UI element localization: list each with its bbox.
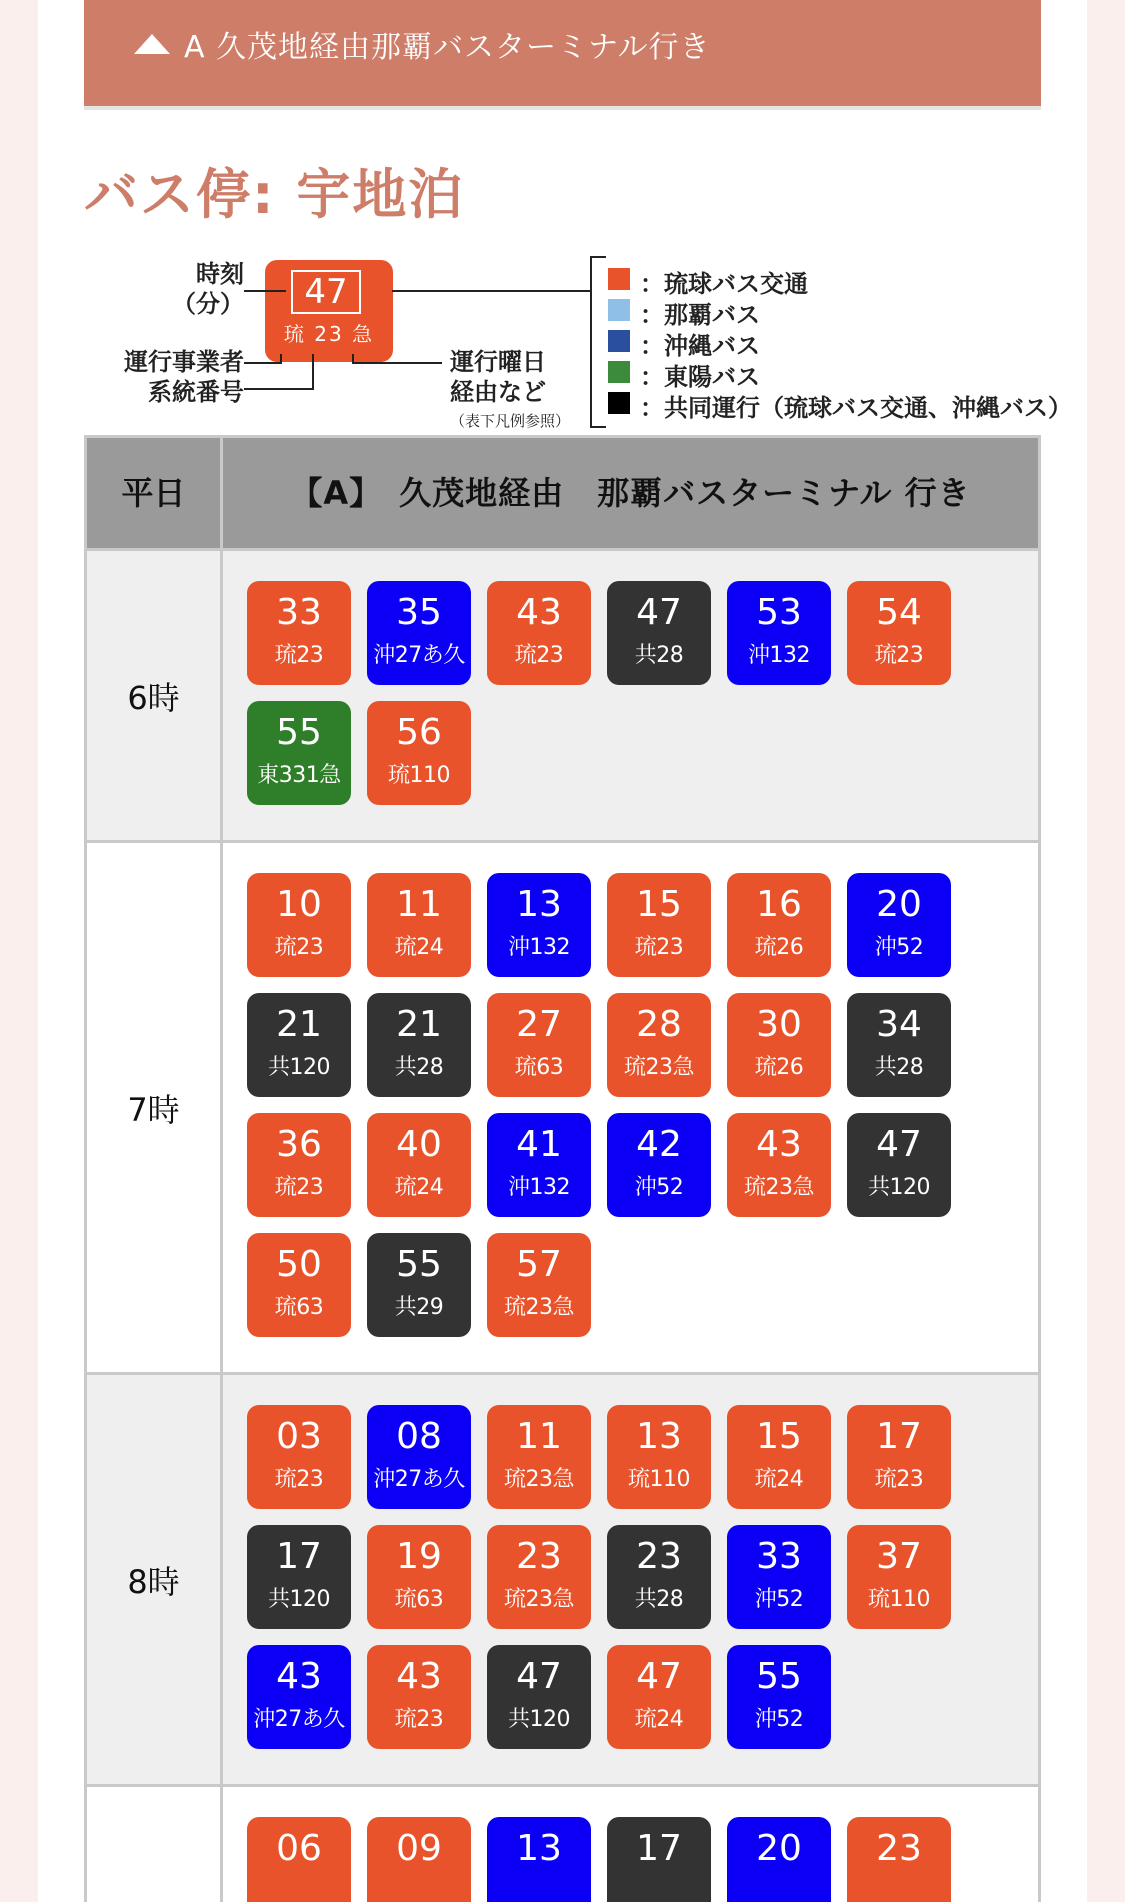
departure-time-cell[interactable] [487,1525,591,1629]
departure-minute: 21 [396,1004,442,1045]
departure-time-cell[interactable] [607,873,711,977]
departure-route: 沖132 [508,935,570,960]
departure-minute: 56 [396,712,442,753]
departure-time-cell[interactable] [367,1525,471,1629]
legend-connector [312,354,314,390]
departure-minute: 10 [276,884,322,925]
departure-minute: 43 [276,1656,322,1697]
departure-minute: 17 [636,1828,682,1869]
departure-minute: 55 [276,712,322,753]
departure-minute: 17 [876,1416,922,1457]
legend-connector [244,388,312,390]
departure-minute: 36 [276,1124,322,1165]
legend-connector [244,362,280,364]
departure-minute: 21 [276,1004,322,1045]
legend-operator-label: 運行事業者 [124,348,244,376]
departure-time-cell[interactable] [847,873,951,977]
departure-time-cell[interactable] [367,1645,471,1749]
departure-minute: 50 [276,1244,322,1285]
day-type-header: 平日 [87,438,223,548]
departure-route: 共120 [868,1175,930,1200]
departure-time-cell[interactable] [727,1525,831,1629]
departure-route: 琉23 [394,1707,444,1732]
departure-time-cell[interactable] [247,1113,351,1217]
departure-time-cell[interactable] [247,993,351,1097]
departure-minute: 08 [396,1416,442,1457]
departure-minute: 33 [756,1536,802,1577]
legend-connector [352,362,442,364]
departure-route: 沖27あ久 [253,1707,345,1732]
legend-day-label: 運行曜日 [450,348,546,376]
departure-route: 共120 [268,1055,330,1080]
legend-connector [280,354,282,364]
departure-minute: 47 [876,1124,922,1165]
legend-item-label: ：沖縄バス [640,332,760,360]
departure-route: 共120 [508,1707,570,1732]
departure-time-cell[interactable] [247,1405,351,1509]
departure-minute: 11 [516,1416,562,1457]
departure-minute: 13 [516,884,562,925]
hour-label [87,1787,223,1902]
departure-time-cell[interactable] [727,1405,831,1509]
departure-route: 沖132 [508,1175,570,1200]
departure-minute: 53 [756,592,802,633]
departure-list [223,1787,1038,1902]
legend-item-label: ：共同運行（琉球バス交通、沖縄バス） [640,394,1072,422]
departure-time-cell[interactable] [487,581,591,685]
departure-route: 沖52 [754,1707,804,1732]
departure-time-cell[interactable] [847,1525,951,1629]
departure-minute: 42 [636,1124,682,1165]
departure-minute: 47 [516,1656,562,1697]
departure-minute: 16 [756,884,802,925]
destination-header: 【A】 久茂地経由 那覇バスターミナル 行き [290,474,971,512]
departure-time-cell[interactable] [607,1645,711,1749]
departure-time-cell[interactable] [847,1113,951,1217]
legend-item-label: ：東陽バス [640,363,760,391]
departure-minute: 40 [396,1124,442,1165]
departure-minute: 37 [876,1536,922,1577]
legend-minute-label: （分） [172,290,244,318]
departure-route: 琉63 [514,1055,564,1080]
departure-list [223,843,1038,1372]
departure-route: 琉23 [634,935,684,960]
legend-time-label: 時刻 [196,260,244,288]
departure-minute: 28 [636,1004,682,1045]
departure-route: 共29 [394,1295,444,1320]
hour-label: 6時 [87,551,223,840]
departure-time-cell[interactable] [847,1817,951,1902]
departure-minute: 55 [756,1656,802,1697]
departure-route: 沖27あ久 [373,643,465,668]
legend-item-label: ：琉球バス交通 [640,270,808,298]
departure-minute: 03 [276,1416,322,1457]
departure-route: 琉63 [394,1587,444,1612]
departure-minute: 34 [876,1004,922,1045]
departure-route: 琉63 [274,1295,324,1320]
departure-route: 琉23 [274,1175,324,1200]
departure-minute: 20 [876,884,922,925]
departure-minute: 15 [636,884,682,925]
departure-minute: 11 [396,884,442,925]
departure-route: 東331急 [257,763,341,788]
departure-time-cell[interactable] [727,1113,831,1217]
legend-swatch [608,268,630,290]
hour-label: 7時 [87,843,223,1372]
legend-connector [392,290,592,292]
departure-time-cell[interactable] [367,1233,471,1337]
hour-row [84,843,1041,1375]
departure-time-cell[interactable] [487,1405,591,1509]
departure-route: 共120 [268,1587,330,1612]
departure-route: 沖27あ久 [373,1467,465,1492]
legend-item-label: ：那覇バス [640,301,760,329]
departure-minute: 06 [276,1828,322,1869]
timetable-header [84,435,1041,551]
departure-time-cell[interactable] [247,873,351,977]
hour-row [84,1375,1041,1787]
departure-route: 琉110 [628,1467,690,1492]
route-header-label: A 久茂地経由那覇バスターミナル行き [184,30,711,65]
departure-minute: 43 [516,592,562,633]
departure-minute: 23 [636,1536,682,1577]
legend-swatch [608,299,630,321]
departure-time-cell[interactable] [367,1817,471,1902]
legend-bracket [590,256,592,428]
departure-minute: 43 [396,1656,442,1697]
legend-sample-departure [265,260,393,362]
departure-route: 琉23急 [744,1175,814,1200]
departure-time-cell[interactable] [607,1525,711,1629]
departure-minute: 17 [276,1536,322,1577]
departure-time-cell[interactable] [607,581,711,685]
departure-time-cell[interactable] [367,1405,471,1509]
departure-route: 共28 [634,1587,684,1612]
departure-time-cell[interactable] [487,993,591,1097]
departure-minute: 57 [516,1244,562,1285]
departure-time-cell[interactable] [607,1817,711,1902]
departure-route: 琉24 [634,1707,684,1732]
departure-time-cell[interactable] [847,581,951,685]
departure-route: 琉24 [394,935,444,960]
departure-minute: 20 [756,1828,802,1869]
departure-minute: 55 [396,1244,442,1285]
legend-swatch [608,392,630,414]
hour-label: 8時 [87,1375,223,1784]
route-header-toggle[interactable] [84,0,1041,110]
departure-time-cell[interactable] [727,1645,831,1749]
departure-route: 琉23 [274,935,324,960]
departure-time-cell[interactable] [607,1113,711,1217]
timetable [84,435,1041,1902]
departure-time-cell[interactable] [487,1817,591,1902]
hour-row [84,1787,1041,1902]
departure-route: 琉110 [868,1587,930,1612]
legend-note-label: （表下凡例参照） [450,412,571,430]
departure-route: 琉23急 [504,1587,574,1612]
departure-route: 琉110 [388,763,450,788]
departure-time-cell[interactable] [607,1405,711,1509]
legend-connector [244,290,286,292]
departure-minute: 13 [516,1828,562,1869]
departure-minute: 47 [636,1656,682,1697]
departure-minute: 23 [516,1536,562,1577]
departure-minute: 15 [756,1416,802,1457]
departure-time-cell[interactable] [367,701,471,805]
collapse-triangle-icon[interactable] [134,34,170,54]
departure-time-cell[interactable] [727,993,831,1097]
departure-time-cell[interactable] [367,993,471,1097]
departure-route: 沖52 [874,935,924,960]
departure-minute: 33 [276,592,322,633]
departure-route: 琉24 [754,1467,804,1492]
departure-time-cell[interactable] [847,993,951,1097]
departure-time-cell[interactable] [247,1645,351,1749]
departure-time-cell[interactable] [247,1525,351,1629]
departure-time-cell[interactable] [727,581,831,685]
departure-route: 琉26 [754,935,804,960]
departure-route: 琉23 [274,1467,324,1492]
departure-minute: 54 [876,592,922,633]
departure-time-cell[interactable] [727,873,831,977]
departure-minute: 09 [396,1828,442,1869]
departure-time-cell[interactable] [607,993,711,1097]
departure-minute: 43 [756,1124,802,1165]
departure-route: 琉23急 [504,1295,574,1320]
departure-route: 共28 [394,1055,444,1080]
departure-minute: 23 [876,1828,922,1869]
departure-route: 琉23 [874,643,924,668]
departure-time-cell[interactable] [487,873,591,977]
departure-route: 沖52 [754,1587,804,1612]
departure-minute: 13 [636,1416,682,1457]
departure-minute: 27 [516,1004,562,1045]
legend-swatch [608,361,630,383]
legend-route-label: 系統番号 [148,378,244,406]
departure-time-cell[interactable] [487,1645,591,1749]
departure-route: 沖132 [748,643,810,668]
legend-sample-route: 琉 23 急 [283,322,375,346]
departure-time-cell[interactable] [487,1233,591,1337]
departure-time-cell[interactable] [247,581,351,685]
departure-route: 琉23 [514,643,564,668]
departure-route: 琉23急 [504,1467,574,1492]
departure-route: 琉23急 [624,1055,694,1080]
legend-bracket [590,426,606,428]
departure-list [223,551,1038,840]
departure-time-cell[interactable] [487,1113,591,1217]
departure-route: 共28 [874,1055,924,1080]
departure-route: 琉26 [754,1055,804,1080]
legend-via-label: 経由など [450,378,546,406]
hour-row [84,551,1041,843]
departure-minute: 47 [636,592,682,633]
departure-time-cell[interactable] [247,1817,351,1902]
departure-time-cell[interactable] [367,873,471,977]
page [38,0,1087,1902]
departure-minute: 35 [396,592,442,633]
departure-list [223,1375,1038,1784]
departure-minute: 30 [756,1004,802,1045]
departure-route: 琉24 [394,1175,444,1200]
departure-route: 琉23 [874,1467,924,1492]
departure-minute: 41 [516,1124,562,1165]
departure-route: 沖52 [634,1175,684,1200]
legend-sample-minute: 47 [291,270,361,314]
departure-minute: 19 [396,1536,442,1577]
legend-bracket [590,256,606,258]
departure-time-cell[interactable] [247,1233,351,1337]
stop-title: バス停: 宇地泊 [84,163,465,226]
departure-time-cell[interactable] [367,581,471,685]
legend [84,250,1074,430]
departure-time-cell[interactable] [367,1113,471,1217]
legend-swatch [608,330,630,352]
departure-time-cell[interactable] [247,701,351,805]
departure-route: 共28 [634,643,684,668]
departure-route: 琉23 [274,643,324,668]
departure-time-cell[interactable] [847,1405,951,1509]
departure-time-cell[interactable] [727,1817,831,1902]
